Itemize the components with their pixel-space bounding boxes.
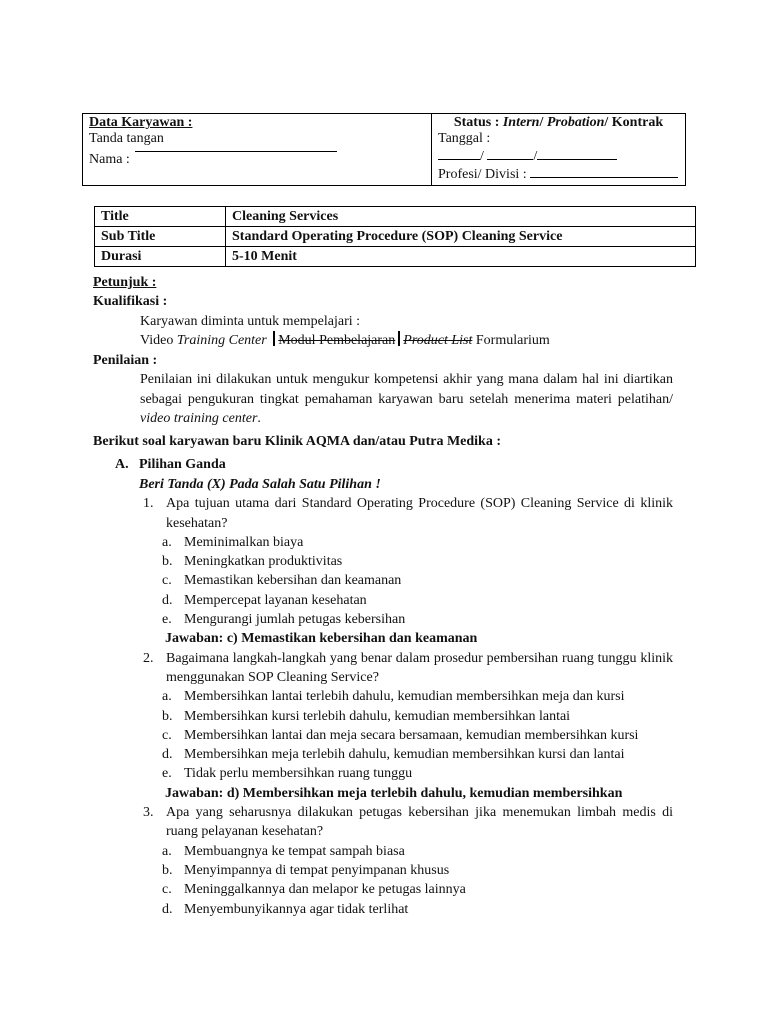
question-item bbox=[93, 649, 673, 688]
employee-info-box bbox=[82, 113, 686, 186]
question-list bbox=[93, 494, 673, 919]
answer-option[interactable] bbox=[93, 900, 673, 919]
option-letter: c. bbox=[162, 727, 172, 743]
option-text: Membersihkan meja terlebih dahulu, kemudian membersihkan kursi dan lantai bbox=[184, 747, 625, 763]
document-body bbox=[93, 273, 673, 919]
question-text: Bagaimana langkah-langkah yang benar dalam prosedur pembersihan ruang tunggu klinik menggunakan SOP Cleaning Service? bbox=[166, 650, 673, 685]
answer-option[interactable] bbox=[93, 610, 673, 629]
meta-key: Title bbox=[95, 207, 226, 227]
instructions-heading: Petunjuk : bbox=[93, 275, 157, 290]
option-text: Meningkatkan produktivitas bbox=[184, 554, 343, 570]
meta-key: Durasi bbox=[95, 247, 226, 267]
answer-option[interactable] bbox=[93, 842, 673, 861]
answer-option[interactable] bbox=[93, 533, 673, 552]
answer-option[interactable] bbox=[93, 726, 673, 745]
option-text: Memastikan kebersihan dan keamanan bbox=[184, 573, 402, 589]
option-letter: d. bbox=[162, 592, 173, 608]
answer-option[interactable] bbox=[93, 571, 673, 590]
learning-materials bbox=[93, 331, 673, 350]
answer-option[interactable] bbox=[93, 552, 673, 571]
option-letter: e. bbox=[162, 612, 172, 628]
answer-option[interactable] bbox=[93, 591, 673, 610]
question-text: Apa yang seharusnya dilakukan petugas kebersihan jika menemukan limbah medis di ruang pelayanan kesehatan? bbox=[166, 805, 673, 840]
option-text: Membuangnya ke tempat sampah biasa bbox=[184, 843, 405, 859]
division-field[interactable] bbox=[530, 165, 678, 178]
module-meta-table bbox=[94, 206, 696, 267]
meta-row bbox=[95, 227, 696, 247]
option-letter: d. bbox=[162, 747, 173, 763]
status-line: Status : Intern/ Probation/ Kontrak bbox=[453, 115, 664, 130]
answer-option[interactable] bbox=[93, 745, 673, 764]
meta-row bbox=[95, 207, 696, 227]
answer-option[interactable] bbox=[93, 880, 673, 899]
option-text: Tidak perlu membersihkan ruang tunggu bbox=[184, 766, 413, 782]
option-letter: c. bbox=[162, 882, 172, 898]
signature-label: Tanda tangan bbox=[89, 131, 164, 146]
option-text: Menyembunyikannya agar tidak terlihat bbox=[184, 901, 409, 917]
option-text: Membersihkan kursi terlebih dahulu, kemudian membersihkan lantai bbox=[184, 708, 571, 724]
employee-data-title: Data Karyawan : bbox=[89, 115, 193, 130]
answer-option[interactable] bbox=[93, 687, 673, 706]
section-a-instruction: Beri Tanda (X) Pada Salah Satu Pilihan ! bbox=[139, 476, 381, 492]
option-letter: b. bbox=[162, 554, 173, 570]
meta-value: Cleaning Services bbox=[226, 207, 696, 227]
section-a-letter: A. bbox=[115, 456, 129, 472]
answer-option[interactable] bbox=[93, 707, 673, 726]
meta-key: Sub Title bbox=[95, 227, 226, 247]
answer-option[interactable] bbox=[93, 764, 673, 783]
assessment-text: Penilaian ini dilakukan untuk mengukur kompetensi akhir yang mana dalam hal ini diartikan sebagai pengukuran tingkat pemahaman karyawan baru setelah menerima materi pelatihan/ video training center. bbox=[140, 372, 673, 427]
employee-data-cell bbox=[83, 114, 432, 186]
option-text: Meninggalkannya dan melapor ke petugas lainnya bbox=[184, 882, 466, 898]
meta-value: 5-10 Menit bbox=[226, 247, 696, 267]
question-number: 1. bbox=[143, 496, 154, 512]
question-number: 3. bbox=[143, 805, 154, 821]
question-number: 2. bbox=[143, 650, 154, 666]
division-label: Profesi/ Divisi : bbox=[438, 167, 527, 182]
meta-row bbox=[95, 247, 696, 267]
separator bbox=[398, 331, 400, 346]
answer-option[interactable] bbox=[93, 861, 673, 880]
meta-value: Standard Operating Procedure (SOP) Cleaning Service bbox=[226, 227, 696, 247]
answer-key: Jawaban: c) Memastikan kebersihan dan keamanan bbox=[165, 631, 478, 647]
option-letter: b. bbox=[162, 862, 173, 878]
option-letter: a. bbox=[162, 689, 172, 705]
date-label: Tanggal : bbox=[438, 131, 491, 146]
status-probation[interactable]: Probation bbox=[546, 115, 605, 130]
status-cell bbox=[432, 114, 686, 186]
option-text: Menyimpannya di tempat penyimpanan khusus bbox=[184, 862, 450, 878]
assessment-heading: Penilaian : bbox=[93, 353, 158, 369]
name-label: Nama : bbox=[89, 152, 130, 167]
option-letter: e. bbox=[162, 766, 172, 782]
section-a-heading bbox=[93, 455, 673, 474]
material-video: Training Center bbox=[176, 332, 267, 348]
material-formularium: Formularium bbox=[475, 332, 550, 348]
qualification-text: Karyawan diminta untuk mempelajari : bbox=[140, 313, 361, 329]
option-text: Meminimalkan biaya bbox=[184, 534, 304, 550]
question-item bbox=[93, 494, 673, 533]
status-kontrak[interactable]: Kontrak bbox=[611, 115, 664, 130]
qualification-heading: Kualifikasi : bbox=[93, 294, 168, 310]
material-modul: Modul Pembelajaran bbox=[278, 332, 396, 348]
material-video-prefix: Video bbox=[140, 332, 174, 348]
status-label: Status : bbox=[453, 115, 500, 130]
option-letter: d. bbox=[162, 901, 173, 917]
option-letter: c. bbox=[162, 573, 172, 589]
date-field[interactable]: / / bbox=[438, 147, 679, 165]
option-text: Membersihkan lantai terlebih dahulu, kemudian membersihkan meja dan kursi bbox=[184, 689, 625, 705]
option-letter: b. bbox=[162, 708, 173, 724]
status-intern[interactable]: Intern bbox=[502, 115, 540, 130]
answer-key: Jawaban: d) Membersihkan meja terlebih dahulu, kemudian membersihkan bbox=[165, 785, 623, 801]
material-product-list: Product List bbox=[403, 332, 473, 348]
option-text: Membersihkan lantai dan meja secara bersamaan, kemudian membersihkan kursi bbox=[184, 727, 639, 743]
option-letter: a. bbox=[162, 534, 172, 550]
question-item bbox=[93, 803, 673, 842]
separator bbox=[273, 331, 275, 346]
section-a-title: Pilihan Ganda bbox=[139, 456, 226, 472]
option-text: Mempercepat layanan kesehatan bbox=[184, 592, 367, 608]
division-line bbox=[438, 165, 679, 183]
questions-intro: Berikut soal karyawan baru Klinik AQMA dan/atau Putra Medika : bbox=[93, 434, 501, 450]
question-text: Apa tujuan utama dari Standard Operating Procedure (SOP) Cleaning Service di klinik kesehatan? bbox=[166, 496, 673, 531]
option-letter: a. bbox=[162, 843, 172, 859]
option-text: Mengurangi jumlah petugas kebersihan bbox=[184, 612, 406, 628]
